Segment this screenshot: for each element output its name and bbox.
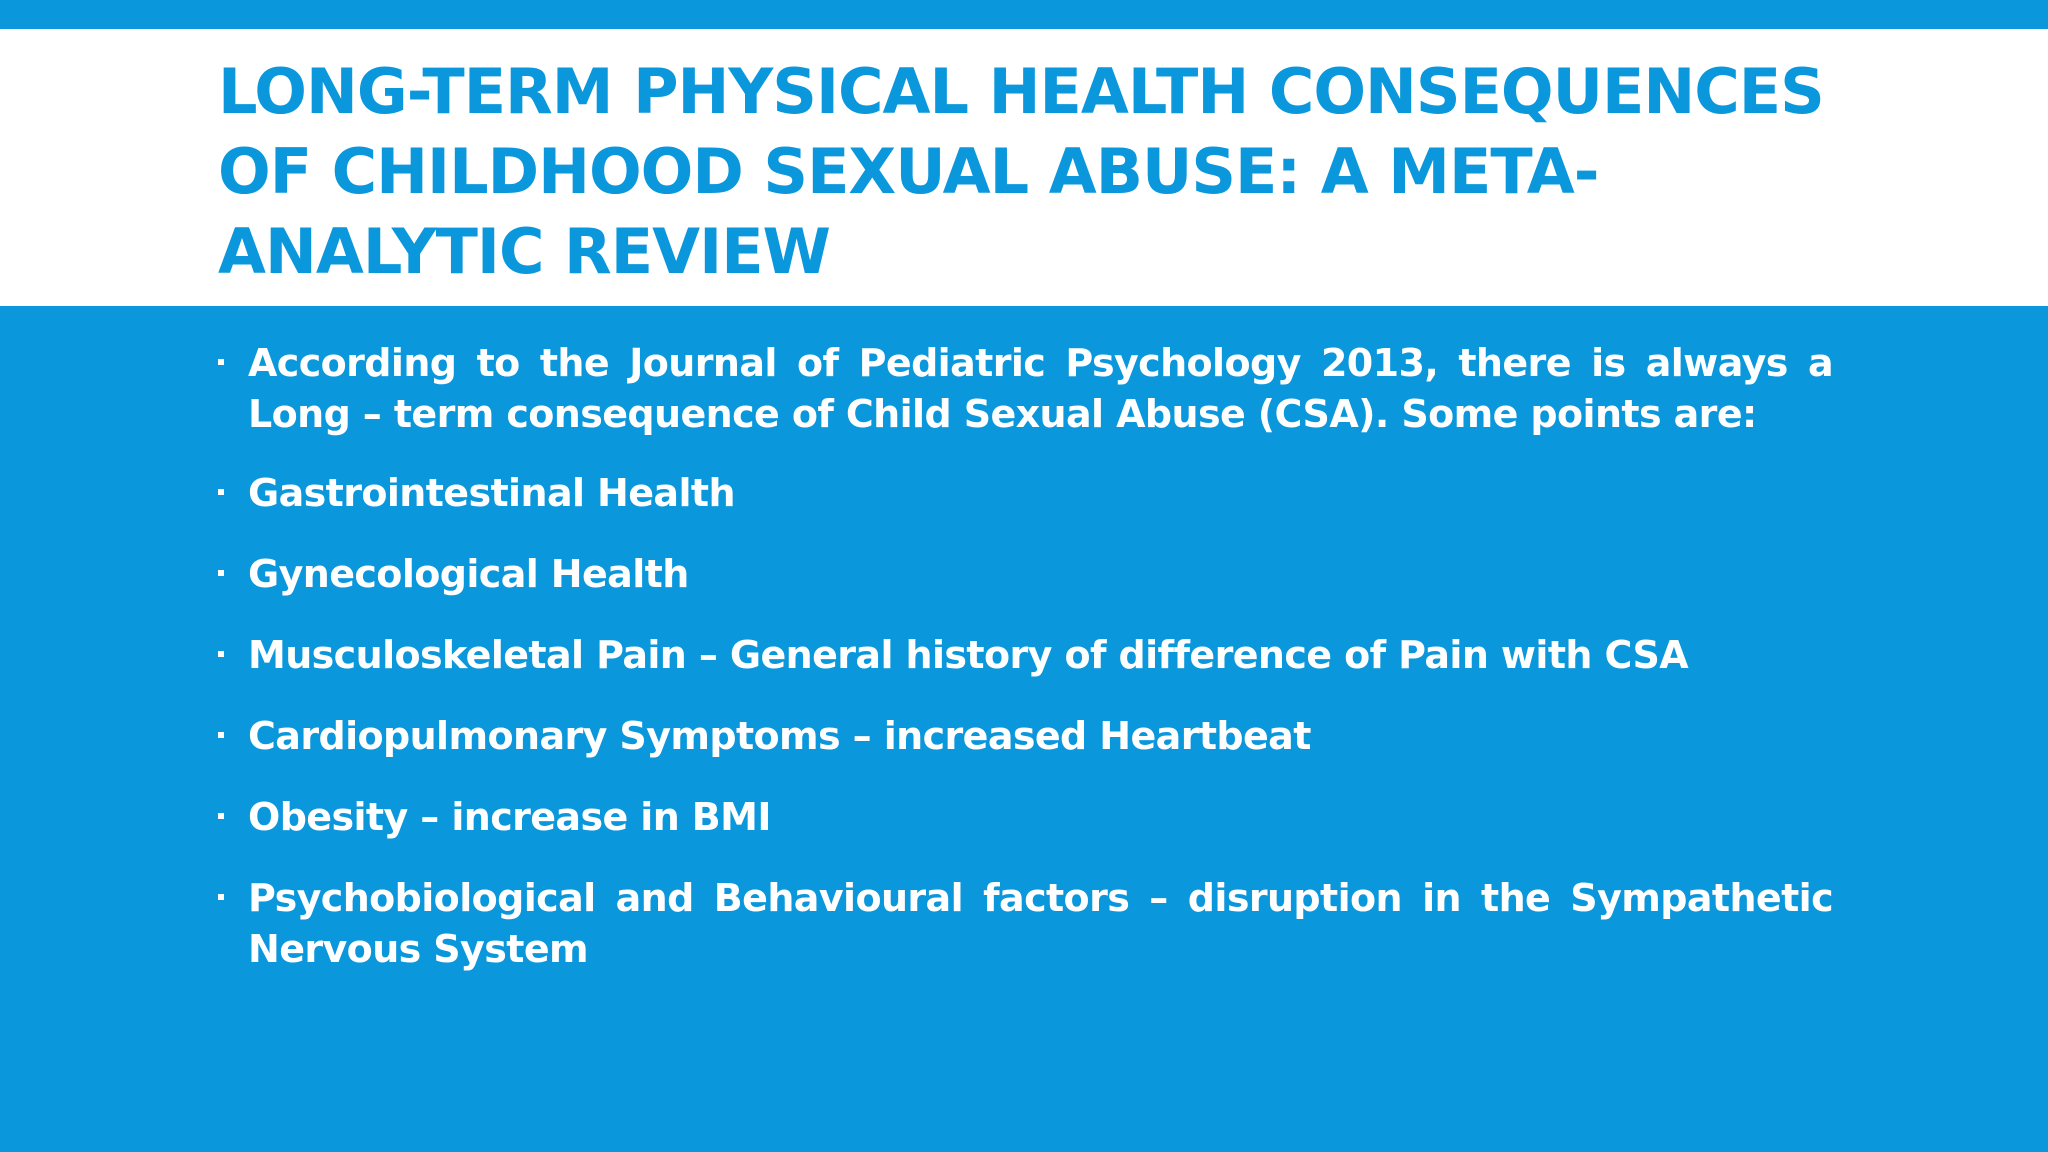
bullet-marker-icon: [218, 489, 224, 495]
bullet-item: [218, 549, 1833, 600]
bullet-text: Cardiopulmonary Symptoms – increased Heartbeat: [248, 714, 1311, 758]
bullet-item: [218, 338, 1833, 440]
bullet-text: Gynecological Health: [248, 552, 689, 596]
bullet-marker-icon: [218, 894, 224, 900]
bullet-text: Psychobiological and Behavioural factors – disruption in the Sympathetic Nervous System: [248, 876, 1833, 971]
bullet-item: [218, 630, 1833, 681]
bullet-text: Gastrointestinal Health: [248, 471, 735, 515]
bullet-marker-icon: [218, 359, 224, 365]
bullet-text: According to the Journal of Pediatric Psychology 2013, there is always a Long – term consequence of Child Sexual Abuse (CSA). Some points are:: [248, 341, 1833, 436]
bullet-item: [218, 873, 1833, 975]
bullet-marker-icon: [218, 651, 224, 657]
bullet-marker-icon: [218, 570, 224, 576]
bullet-item: [218, 711, 1833, 762]
slide-title: LONG-TERM PHYSICAL HEALTH CONSEQUENCES OF CHILDHOOD SEXUAL ABUSE: A META-ANALYTIC REVIEW: [218, 55, 1824, 288]
bullet-text: Musculoskeletal Pain – General history of difference of Pain with CSA: [248, 633, 1689, 677]
top-accent-strip: [0, 0, 2048, 29]
bullet-item: [218, 468, 1833, 519]
bullet-item: [218, 792, 1833, 843]
bullet-marker-icon: [218, 813, 224, 819]
bullet-list: [218, 338, 1833, 1005]
bullet-marker-icon: [218, 732, 224, 738]
bullet-text: Obesity – increase in BMI: [248, 795, 771, 839]
